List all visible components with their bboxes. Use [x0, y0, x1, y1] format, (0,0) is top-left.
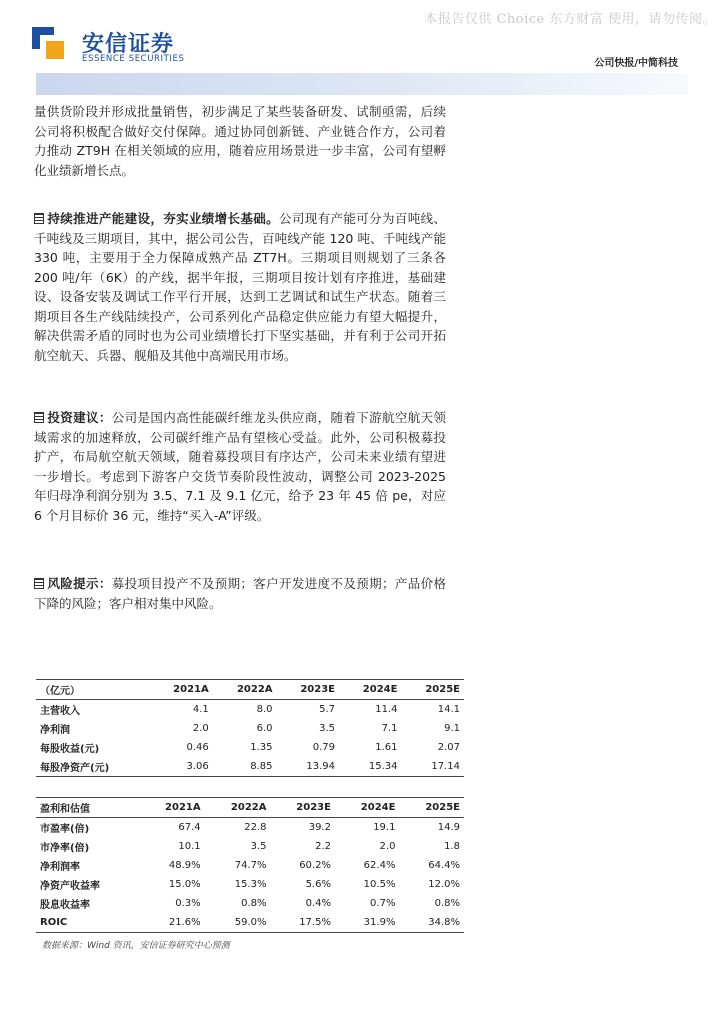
header-band	[36, 73, 688, 95]
section-heading: 风险提示：	[47, 576, 112, 591]
table-cell: 6.0	[256, 723, 273, 734]
table-cell: 11.4	[375, 704, 398, 715]
table-cell: 2.0	[379, 841, 396, 852]
table-cell: 8.85	[213, 757, 277, 777]
table-row	[36, 894, 464, 913]
table-cell: 15.0%	[168, 879, 201, 890]
table-cell: 5.6%	[305, 879, 331, 890]
table-cell: 67.4	[178, 822, 201, 833]
table-cell: 60.2%	[299, 860, 331, 871]
table-cell: 14.1	[437, 704, 460, 715]
table-cell: 17.14	[401, 757, 464, 777]
section-body: 公司现有产能可分为百吨线、千吨线及三期项目，其中，据公司公告，百吨线产能 120 吨、千吨线产能 330 吨，主要用于全力保障成熟产品 ZT7H。三期项目则规划了三条各 200 吨/年（6K）的产线，据半年报，三期项目按计划有序推进，基础建设、设备安装及调试工作平行开展，达到工艺调试和试生产状态。随着三期项目各生产线陆续投产，公司系列化产品稳定供应能力有望大幅提升，解决供需矛盾的同时也为公司业绩增长打下坚实基础，并有利于公司开拓航空航天、兵器、舰船及其他中高端民用市场。	[34, 211, 446, 363]
brand-name-cn: 安信证券	[82, 32, 175, 57]
table-cell: 39.2	[308, 822, 331, 833]
table-header-cell: 2023E	[270, 798, 334, 818]
table-cell: 0.46	[186, 742, 209, 753]
section-heading: 投资建议：	[47, 410, 112, 425]
table-cell: 12.0%	[428, 879, 460, 890]
valuation-table	[36, 797, 464, 933]
table-header-row	[36, 680, 464, 700]
table-cell: 62.4%	[363, 860, 396, 871]
table-cell: 0.8%	[241, 898, 267, 909]
table-row	[36, 757, 464, 777]
paragraph-1: 量供货阶段并形成批量销售，初步满足了某些装备研发、试制亟需，后续公司将积极配合做好交付保障。通过协同创新链、产业链合作方，公司着力推动 ZT9H 在相关领域的应用，随着应用场景进一步丰富，公司有望孵化业绩新增长点。	[34, 104, 446, 178]
table-header-cell: 盈利和估值	[36, 798, 139, 818]
table-header-cell: 2024E	[339, 680, 401, 700]
paragraph-investment	[34, 408, 446, 525]
table-cell: 4.1	[192, 704, 209, 715]
table-cell: 10.1	[178, 841, 201, 852]
row-label: 每股收益(元)	[40, 744, 100, 755]
table-cell: 17.5%	[270, 913, 334, 933]
table-cell: 1.61	[375, 742, 398, 753]
table-row	[36, 856, 464, 875]
table-cell: 3.5	[319, 723, 335, 734]
table-cell: 3.06	[149, 757, 213, 777]
table-row	[36, 837, 464, 856]
table-header-row	[36, 798, 464, 818]
table-cell: 2.07	[437, 742, 460, 753]
row-label: 市净率(倍)	[40, 843, 90, 854]
row-label: ROIC	[36, 913, 139, 933]
table-cell: 3.5	[250, 841, 267, 852]
table-row	[36, 700, 464, 720]
paragraph-risk	[34, 574, 446, 613]
table-cell: 0.4%	[305, 898, 331, 909]
table-header-cell: 2022A	[213, 680, 277, 700]
row-label: 净资产收益率	[40, 881, 100, 892]
table-cell: 9.1	[444, 723, 460, 734]
section-heading: 持续推进产能建设，夯实业绩增长基础。	[47, 211, 280, 226]
table-cell: 0.79	[312, 742, 335, 753]
watermark-text: 本报告仅供 Choice 东方财富 使用，请勿传阅。	[424, 12, 716, 27]
table-header-cell: 2021A	[149, 680, 213, 700]
row-label: 净利润	[40, 725, 70, 736]
table-cell: 0.8%	[434, 898, 460, 909]
table-cell: 1.35	[250, 742, 273, 753]
table-cell: 1.8	[444, 841, 460, 852]
table-row	[36, 719, 464, 738]
row-label: 净利润率	[40, 862, 80, 873]
table-cell: 2.0	[192, 723, 209, 734]
table-header-cell: （亿元）	[36, 680, 149, 700]
table-header-cell: 2021A	[139, 798, 205, 818]
table-cell: 21.6%	[139, 913, 205, 933]
row-label: 股息收益率	[40, 900, 90, 911]
brand-name-en: ESSENCE SECURITIES	[82, 54, 185, 64]
section-bullet-icon	[34, 412, 44, 423]
table-cell: 74.7%	[234, 860, 267, 871]
financial-table	[36, 679, 464, 777]
table-row	[36, 913, 464, 933]
table-cell: 59.0%	[205, 913, 271, 933]
table-cell: 15.3%	[234, 879, 267, 890]
row-label: 每股净资产(元)	[36, 757, 149, 777]
paragraph-capacity	[34, 209, 446, 365]
company-logo	[32, 27, 68, 63]
table-header-cell: 2024E	[335, 798, 399, 818]
table-header-cell: 2023E	[277, 680, 339, 700]
table-cell: 8.0	[256, 704, 273, 715]
data-source-note: 数据来源：Wind 资讯，安信证券研究中心预测	[42, 941, 230, 951]
section-body: 募投项目投产不及预期；客户开发进度不及预期；产品价格下降的风险；客户相对集中风险。	[34, 576, 446, 611]
table-cell: 19.1	[373, 822, 396, 833]
section-bullet-icon	[34, 578, 44, 589]
table-cell: 7.1	[381, 723, 398, 734]
section-bullet-icon	[34, 213, 44, 224]
table-header-cell: 2025E	[399, 798, 464, 818]
row-label: 主营收入	[40, 706, 80, 717]
table-row	[36, 875, 464, 894]
table-cell: 15.34	[339, 757, 401, 777]
table-cell: 31.9%	[335, 913, 399, 933]
table-cell: 14.9	[437, 822, 460, 833]
table-cell: 64.4%	[428, 860, 460, 871]
table-cell: 48.9%	[168, 860, 201, 871]
table-cell: 10.5%	[363, 879, 396, 890]
table-row	[36, 738, 464, 757]
table-header-cell: 2022A	[205, 798, 271, 818]
row-label: 市盈率(倍)	[40, 824, 90, 835]
table-row	[36, 818, 464, 838]
section-body: 公司是国内高性能碳纤维龙头供应商，随着下游航空航天领域需求的加速释放，公司碳纤维产品有望核心受益。此外，公司积极募投扩产，布局航空航天领域，随着募投项目有序达产，公司未来业绩有望进一步增长。考虑到下游客户交货节奏阶段性波动，调整公司 2023-2025 年归母净利润分别为 3.5、7.1 及 9.1 亿元，给予 23 年 45 倍 pe，对应 6 个月目标价 36 元，维持“买入-A”评级。	[34, 410, 446, 523]
table-cell: 2.2	[315, 841, 331, 852]
table-cell: 13.94	[277, 757, 339, 777]
table-cell: 22.8	[244, 822, 267, 833]
table-header-cell: 2025E	[401, 680, 464, 700]
table-cell: 5.7	[319, 704, 335, 715]
table-cell: 0.3%	[175, 898, 201, 909]
report-type: 公司快报/中简科技	[594, 58, 678, 69]
table-cell: 34.8%	[399, 913, 464, 933]
table-cell: 0.7%	[370, 898, 396, 909]
